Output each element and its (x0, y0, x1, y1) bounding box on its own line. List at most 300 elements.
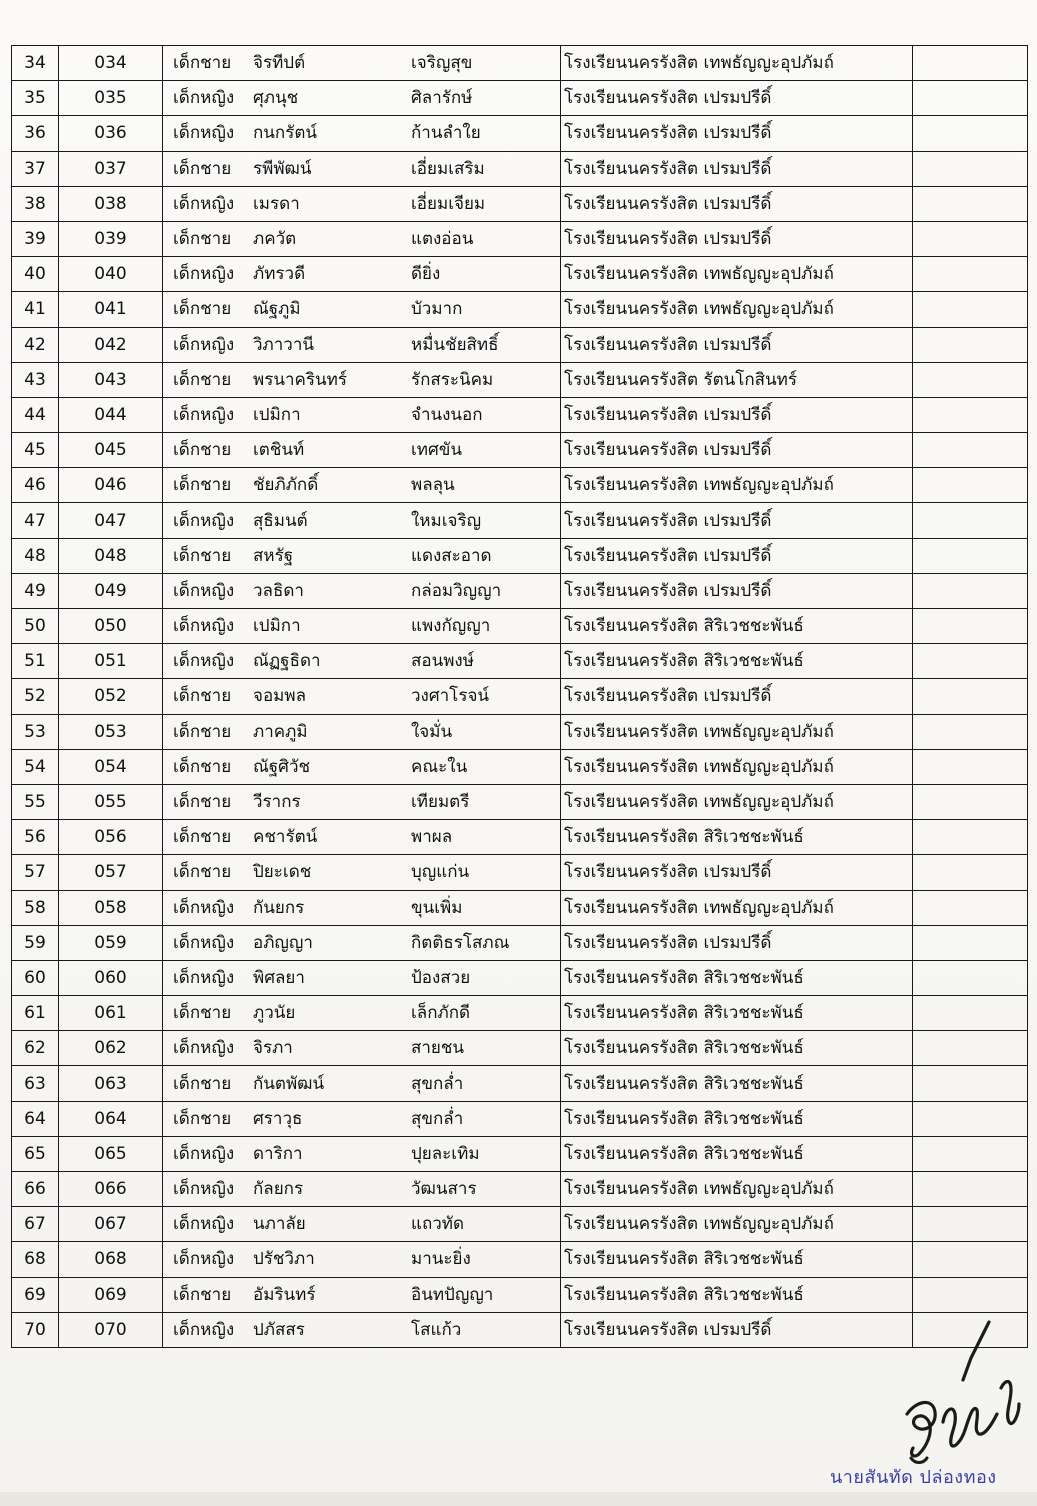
student-code: 057 (59, 855, 163, 890)
last-name: ใจมั่น (411, 721, 453, 742)
student-name-cell (163, 644, 561, 679)
name-prefix: เด็กชาย (173, 369, 232, 390)
table-row (12, 784, 1028, 819)
row-number: 60 (12, 960, 59, 995)
school-name: โรงเรียนนครรังสิต เทพธัญญะอุปภัมถ์ (561, 292, 913, 327)
remarks-cell (913, 820, 1028, 855)
student-code: 036 (59, 116, 163, 151)
name-prefix: เด็กหญิง (173, 897, 235, 918)
row-number: 36 (12, 116, 59, 151)
last-name: กิตติธรโสภณ (411, 932, 510, 953)
remarks-cell (913, 644, 1028, 679)
student-code: 065 (59, 1136, 163, 1171)
student-code: 055 (59, 784, 163, 819)
remarks-cell (913, 1172, 1028, 1207)
last-name: สุขกล่ำ (411, 1108, 464, 1129)
student-code: 039 (59, 221, 163, 256)
student-name-cell (163, 1101, 561, 1136)
first-name: นภาลัย (253, 1214, 306, 1235)
remarks-cell (913, 925, 1028, 960)
table-row (12, 749, 1028, 784)
remarks-cell (913, 327, 1028, 362)
row-number: 39 (12, 221, 59, 256)
school-name: โรงเรียนนครรังสิต เปรมปรีดิ์ (561, 397, 913, 432)
student-name-cell (163, 327, 561, 362)
first-name: รพีพัฒน์ (253, 158, 312, 179)
student-code: 043 (59, 362, 163, 397)
row-number: 54 (12, 749, 59, 784)
school-name: โรงเรียนนครรังสิต เทพธัญญะอุปภัมถ์ (561, 257, 913, 292)
remarks-cell (913, 503, 1028, 538)
first-name: อัมรินทร์ (253, 1284, 316, 1305)
name-prefix: เด็กชาย (173, 1003, 232, 1024)
remarks-cell (913, 890, 1028, 925)
student-code: 066 (59, 1172, 163, 1207)
last-name: รักสระนิคม (411, 369, 494, 390)
school-name: โรงเรียนนครรังสิต สิริเวชชะพันธ์ (561, 820, 913, 855)
school-name: โรงเรียนนครรังสิต สิริเวชชะพันธ์ (561, 609, 913, 644)
first-name: เปมิกา (253, 616, 301, 637)
first-name: กัลยกร (253, 1179, 304, 1200)
student-code: 047 (59, 503, 163, 538)
last-name: เทียมตรี (411, 792, 470, 813)
student-code: 059 (59, 925, 163, 960)
school-name: โรงเรียนนครรังสิต สิริเวชชะพันธ์ (561, 1066, 913, 1101)
remarks-cell (913, 538, 1028, 573)
name-prefix: เด็กชาย (173, 158, 232, 179)
school-name: โรงเรียนนครรังสิต สิริเวชชะพันธ์ (561, 996, 913, 1031)
school-name: โรงเรียนนครรังสิต เปรมปรีดิ์ (561, 151, 913, 186)
name-prefix: เด็กหญิง (173, 404, 235, 425)
school-name: โรงเรียนนครรังสิต สิริเวชชะพันธ์ (561, 644, 913, 679)
name-prefix: เด็กหญิง (173, 193, 235, 214)
school-name: โรงเรียนนครรังสิต เปรมปรีดิ์ (561, 81, 913, 116)
student-name-cell (163, 538, 561, 573)
name-prefix: เด็กชาย (173, 756, 232, 777)
school-name: โรงเรียนนครรังสิต เทพธัญญะอุปภัมถ์ (561, 46, 913, 81)
name-prefix: เด็กหญิง (173, 651, 235, 672)
student-name-cell (163, 116, 561, 151)
school-name: โรงเรียนนครรังสิต เปรมปรีดิ์ (561, 855, 913, 890)
student-code: 053 (59, 714, 163, 749)
student-name-cell (163, 855, 561, 890)
table-row (12, 1312, 1028, 1347)
name-prefix: เด็กชาย (173, 475, 232, 496)
row-number: 53 (12, 714, 59, 749)
school-name: โรงเรียนนครรังสิต สิริเวชชะพันธ์ (561, 960, 913, 995)
first-name: วิภาวานี (253, 334, 315, 355)
row-number: 37 (12, 151, 59, 186)
row-number: 56 (12, 820, 59, 855)
student-code: 052 (59, 679, 163, 714)
name-prefix: เด็กหญิง (173, 1319, 235, 1340)
student-name-cell (163, 362, 561, 397)
school-name: โรงเรียนนครรังสิต เทพธัญญะอุปภัมถ์ (561, 890, 913, 925)
last-name: อินทปัญญา (411, 1284, 494, 1305)
table-row (12, 503, 1028, 538)
first-name: ดาริกา (253, 1143, 303, 1164)
row-number: 68 (12, 1242, 59, 1277)
row-number: 38 (12, 186, 59, 221)
student-name-cell (163, 468, 561, 503)
row-number: 59 (12, 925, 59, 960)
student-name-cell (163, 996, 561, 1031)
first-name: ภควัต (253, 229, 297, 250)
remarks-cell (913, 397, 1028, 432)
row-number: 40 (12, 257, 59, 292)
first-name: ณัฐศิวัช (253, 756, 311, 777)
name-prefix: เด็กชาย (173, 1073, 232, 1094)
student-code: 037 (59, 151, 163, 186)
name-prefix: เด็กหญิง (173, 932, 235, 953)
student-name-cell (163, 1242, 561, 1277)
school-name: โรงเรียนนครรังสิต เทพธัญญะอุปภัมถ์ (561, 714, 913, 749)
remarks-cell (913, 679, 1028, 714)
name-prefix: เด็กหญิง (173, 510, 235, 531)
student-code: 046 (59, 468, 163, 503)
name-prefix: เด็กหญิง (173, 88, 235, 109)
table-row (12, 1101, 1028, 1136)
row-number: 52 (12, 679, 59, 714)
student-code: 067 (59, 1207, 163, 1242)
last-name: เจริญสุข (411, 53, 473, 74)
last-name: คณะใน (411, 756, 468, 777)
student-name-cell (163, 749, 561, 784)
name-prefix: เด็กชาย (173, 792, 232, 813)
student-code: 051 (59, 644, 163, 679)
first-name: ปิยะเดช (253, 862, 312, 883)
school-name: โรงเรียนนครรังสิต สิริเวชชะพันธ์ (561, 1242, 913, 1277)
remarks-cell (913, 784, 1028, 819)
table-row (12, 1242, 1028, 1277)
student-name-cell (163, 1136, 561, 1171)
student-name-cell (163, 1031, 561, 1066)
remarks-cell (913, 1066, 1028, 1101)
school-name: โรงเรียนนครรังสิต เปรมปรีดิ์ (561, 679, 913, 714)
student-code: 038 (59, 186, 163, 221)
school-name: โรงเรียนนครรังสิต เปรมปรีดิ์ (561, 116, 913, 151)
first-name: คชารัตน์ (253, 827, 318, 848)
student-name-cell (163, 925, 561, 960)
table-row (12, 1136, 1028, 1171)
student-code: 070 (59, 1312, 163, 1347)
remarks-cell (913, 116, 1028, 151)
first-name: ศราวุธ (253, 1108, 303, 1129)
remarks-cell (913, 996, 1028, 1031)
school-name: โรงเรียนนครรังสิต สิริเวชชะพันธ์ (561, 1277, 913, 1312)
student-name-cell (163, 714, 561, 749)
last-name: จำนงนอก (411, 404, 483, 425)
remarks-cell (913, 714, 1028, 749)
table-row (12, 573, 1028, 608)
last-name: ขุนเพิ่ม (411, 897, 463, 918)
first-name: วลธิดา (253, 580, 304, 601)
student-code: 048 (59, 538, 163, 573)
row-number: 67 (12, 1207, 59, 1242)
remarks-cell (913, 749, 1028, 784)
table-row (12, 1172, 1028, 1207)
school-name: โรงเรียนนครรังสิต เทพธัญญะอุปภัมถ์ (561, 749, 913, 784)
remarks-cell (913, 292, 1028, 327)
remarks-cell (913, 186, 1028, 221)
table-row (12, 221, 1028, 256)
table-row (12, 714, 1028, 749)
remarks-cell (913, 362, 1028, 397)
student-code: 045 (59, 433, 163, 468)
table-row (12, 397, 1028, 432)
name-prefix: เด็กหญิง (173, 967, 235, 988)
name-prefix: เด็กชาย (173, 1284, 232, 1305)
student-code: 056 (59, 820, 163, 855)
last-name: สุขกล่ำ (411, 1073, 464, 1094)
table-row (12, 433, 1028, 468)
first-name: เปมิกา (253, 404, 301, 425)
row-number: 44 (12, 397, 59, 432)
name-prefix: เด็กชาย (173, 229, 232, 250)
first-name: ภาคภูมิ (253, 721, 308, 742)
student-code: 060 (59, 960, 163, 995)
name-prefix: เด็กชาย (173, 862, 232, 883)
table-row (12, 996, 1028, 1031)
school-name: โรงเรียนนครรังสิต เทพธัญญะอุปภัมถ์ (561, 468, 913, 503)
last-name: โสแก้ว (411, 1319, 462, 1340)
student-code: 042 (59, 327, 163, 362)
student-code: 041 (59, 292, 163, 327)
name-prefix: เด็กหญิง (173, 580, 235, 601)
table-row (12, 46, 1028, 81)
name-prefix: เด็กชาย (173, 53, 232, 74)
table-row (12, 820, 1028, 855)
name-prefix: เด็กชาย (173, 721, 232, 742)
table-row (12, 81, 1028, 116)
student-code: 054 (59, 749, 163, 784)
signer-name: นายสันทัด ปล่องทอง (830, 1467, 997, 1488)
student-name-cell (163, 784, 561, 819)
handwritten-signature (893, 1318, 1033, 1468)
remarks-cell (913, 1031, 1028, 1066)
table-row (12, 679, 1028, 714)
row-number: 69 (12, 1277, 59, 1312)
table-row (12, 1207, 1028, 1242)
first-name: ศุภนุช (253, 88, 299, 109)
table-row (12, 362, 1028, 397)
student-code: 044 (59, 397, 163, 432)
first-name: เตชินท์ (253, 440, 305, 461)
last-name: ศิลารักษ์ (411, 88, 473, 109)
row-number: 42 (12, 327, 59, 362)
remarks-cell (913, 1136, 1028, 1171)
table-row (12, 116, 1028, 151)
first-name: ปภัสสร (253, 1319, 305, 1340)
last-name: เทศขัน (411, 440, 463, 461)
row-number: 45 (12, 433, 59, 468)
last-name: สอนพงษ์ (411, 651, 474, 672)
table-row (12, 890, 1028, 925)
first-name: อภิญญา (253, 932, 313, 953)
student-code: 061 (59, 996, 163, 1031)
school-name: โรงเรียนนครรังสิต เปรมปรีดิ์ (561, 1312, 913, 1347)
name-prefix: เด็กชาย (173, 440, 232, 461)
first-name: ณัฐภูมิ (253, 299, 301, 320)
first-name: ภูวนัย (253, 1003, 296, 1024)
school-name: โรงเรียนนครรังสิต เปรมปรีดิ์ (561, 503, 913, 538)
student-name-cell (163, 1172, 561, 1207)
student-name-cell (163, 292, 561, 327)
last-name: ดียิ่ง (411, 264, 441, 285)
row-number: 62 (12, 1031, 59, 1066)
first-name: สหรัฐ (253, 545, 294, 566)
remarks-cell (913, 855, 1028, 890)
table-row (12, 609, 1028, 644)
table-row (12, 292, 1028, 327)
name-prefix: เด็กหญิง (173, 123, 235, 144)
first-name: กันตพัฒน์ (253, 1073, 325, 1094)
first-name: จิรทีปต์ (253, 53, 306, 74)
row-number: 64 (12, 1101, 59, 1136)
student-name-cell (163, 1312, 561, 1347)
student-name-cell (163, 186, 561, 221)
table-row (12, 151, 1028, 186)
student-name-cell (163, 1277, 561, 1312)
first-name: ภัทรวดี (253, 264, 306, 285)
first-name: เมรดา (253, 193, 300, 214)
row-number: 47 (12, 503, 59, 538)
last-name: แพงกัญญา (411, 616, 491, 637)
row-number: 34 (12, 46, 59, 81)
table-row (12, 644, 1028, 679)
last-name: บุญแก่น (411, 862, 470, 883)
student-name-cell (163, 151, 561, 186)
student-name-cell (163, 433, 561, 468)
student-code: 064 (59, 1101, 163, 1136)
remarks-cell (913, 573, 1028, 608)
school-name: โรงเรียนนครรังสิต เปรมปรีดิ์ (561, 925, 913, 960)
table-row (12, 538, 1028, 573)
last-name: เล็กภักดี (411, 1003, 471, 1024)
first-name: พรนาครินทร์ (253, 369, 347, 390)
student-code: 040 (59, 257, 163, 292)
table-row (12, 257, 1028, 292)
name-prefix: เด็กหญิง (173, 264, 235, 285)
first-name: วีรากร (253, 792, 301, 813)
name-prefix: เด็กชาย (173, 545, 232, 566)
first-name: จอมพล (253, 686, 307, 707)
student-code: 034 (59, 46, 163, 81)
school-name: โรงเรียนนครรังสิต เปรมปรีดิ์ (561, 573, 913, 608)
student-name-cell (163, 609, 561, 644)
remarks-cell (913, 609, 1028, 644)
student-code: 063 (59, 1066, 163, 1101)
table-row (12, 1066, 1028, 1101)
first-name: ณัฏฐธิดา (253, 651, 321, 672)
student-name-cell (163, 46, 561, 81)
row-number: 51 (12, 644, 59, 679)
table-row (12, 327, 1028, 362)
student-name-cell (163, 960, 561, 995)
table-row (12, 925, 1028, 960)
row-number: 61 (12, 996, 59, 1031)
school-name: โรงเรียนนครรังสิต สิริเวชชะพันธ์ (561, 1031, 913, 1066)
student-code: 050 (59, 609, 163, 644)
student-table (11, 45, 1028, 1348)
remarks-cell (913, 221, 1028, 256)
table-row (12, 960, 1028, 995)
last-name: กล่อมวิญญา (411, 580, 502, 601)
student-code: 035 (59, 81, 163, 116)
row-number: 46 (12, 468, 59, 503)
remarks-cell (913, 468, 1028, 503)
school-name: โรงเรียนนครรังสิต เทพธัญญะอุปภัมถ์ (561, 784, 913, 819)
name-prefix: เด็กหญิง (173, 1143, 235, 1164)
remarks-cell (913, 257, 1028, 292)
last-name: บัวมาก (411, 299, 463, 320)
page-bottom-edge (0, 1492, 1037, 1506)
student-code: 069 (59, 1277, 163, 1312)
remarks-cell (913, 46, 1028, 81)
last-name: แตงอ่อน (411, 229, 474, 250)
school-name: โรงเรียนนครรังสิต เปรมปรีดิ์ (561, 221, 913, 256)
name-prefix: เด็กหญิง (173, 334, 235, 355)
name-prefix: เด็กหญิง (173, 616, 235, 637)
name-prefix: เด็กชาย (173, 827, 232, 848)
row-number: 41 (12, 292, 59, 327)
student-name-cell (163, 257, 561, 292)
last-name: แถวทัด (411, 1214, 465, 1235)
school-name: โรงเรียนนครรังสิต สิริเวชชะพันธ์ (561, 1136, 913, 1171)
school-name: โรงเรียนนครรังสิต เปรมปรีดิ์ (561, 433, 913, 468)
last-name: ก้านลำใย (411, 123, 481, 144)
last-name: หมื่นชัยสิทธิ์ (411, 334, 499, 355)
last-name: เอี่ยมเสริม (411, 158, 485, 179)
name-prefix: เด็กชาย (173, 1108, 232, 1129)
student-code: 068 (59, 1242, 163, 1277)
last-name: เอี่ยมเจียม (411, 193, 486, 214)
student-table-body (12, 46, 1028, 1348)
first-name: ชัยภิภักดิ์ (253, 475, 319, 496)
student-name-cell (163, 1207, 561, 1242)
row-number: 43 (12, 362, 59, 397)
row-number: 58 (12, 890, 59, 925)
last-name: ป้องสวย (411, 967, 471, 988)
student-name-cell (163, 890, 561, 925)
last-name: พลลุน (411, 475, 455, 496)
student-code: 049 (59, 573, 163, 608)
first-name: จิรภา (253, 1038, 293, 1059)
student-name-cell (163, 503, 561, 538)
last-name: สายชน (411, 1038, 465, 1059)
table-row (12, 186, 1028, 221)
student-name-cell (163, 1066, 561, 1101)
remarks-cell (913, 1277, 1028, 1312)
row-number: 63 (12, 1066, 59, 1101)
remarks-cell (913, 1101, 1028, 1136)
school-name: โรงเรียนนครรังสิต เทพธัญญะอุปภัมถ์ (561, 1207, 913, 1242)
student-name-cell (163, 221, 561, 256)
last-name: ใหมเจริญ (411, 510, 482, 531)
school-name: โรงเรียนนครรังสิต เปรมปรีดิ์ (561, 327, 913, 362)
last-name: แดงสะอาด (411, 545, 492, 566)
school-name: โรงเรียนนครรังสิต เปรมปรีดิ์ (561, 538, 913, 573)
row-number: 65 (12, 1136, 59, 1171)
row-number: 66 (12, 1172, 59, 1207)
last-name: วงศาโรจน์ (411, 686, 490, 707)
first-name: สุธิมนต์ (253, 510, 308, 531)
row-number: 57 (12, 855, 59, 890)
table-row (12, 1277, 1028, 1312)
row-number: 55 (12, 784, 59, 819)
remarks-cell (913, 960, 1028, 995)
last-name: วัฒนสาร (411, 1179, 477, 1200)
